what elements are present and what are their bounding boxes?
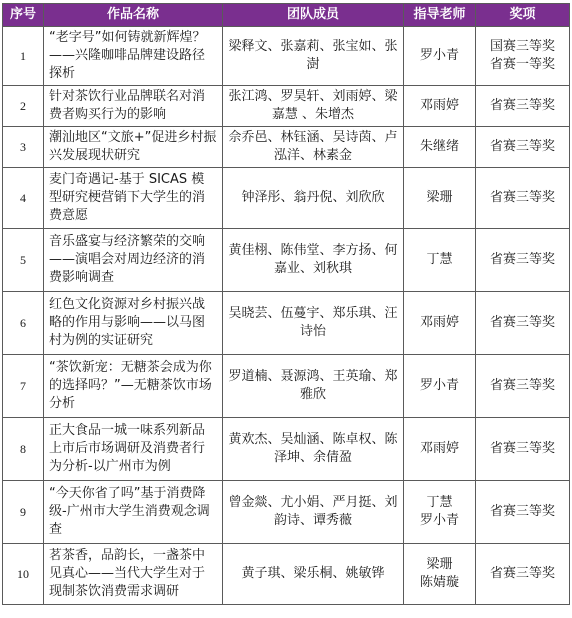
award-label: 省赛三等奖 bbox=[489, 441, 555, 456]
advisor-name: 罗小青 bbox=[419, 48, 459, 63]
table-row bbox=[3, 229, 570, 292]
cell-no: 6 bbox=[3, 292, 44, 355]
cell-no: 2 bbox=[3, 86, 44, 127]
advisor-name: 罗小青 bbox=[419, 513, 459, 528]
cell-title: 麦门奇遇记-基于 SICAS 模型研究梗营销下大学生的消费意愿 bbox=[44, 168, 223, 229]
advisor-name: 朱继绪 bbox=[419, 139, 459, 154]
table-row bbox=[3, 544, 570, 605]
award-label: 省赛三等奖 bbox=[489, 378, 555, 393]
advisor-name: 梁珊 bbox=[426, 190, 453, 205]
cell-no: 9 bbox=[3, 481, 44, 544]
cell-award bbox=[476, 229, 570, 292]
award-label: 国赛三等奖 bbox=[489, 39, 555, 54]
table-row bbox=[3, 127, 570, 168]
table-row bbox=[3, 355, 570, 418]
table-body bbox=[3, 27, 570, 605]
cell-advisor bbox=[404, 292, 476, 355]
cell-title: 音乐盛宴与经济繁荣的交响——演唱会对周边经济的消费影响调查 bbox=[44, 229, 223, 292]
cell-award bbox=[476, 355, 570, 418]
award-label: 省赛三等奖 bbox=[489, 315, 555, 330]
cell-no: 7 bbox=[3, 355, 44, 418]
cell-award bbox=[476, 27, 570, 86]
cell-no: 3 bbox=[3, 127, 44, 168]
cell-advisor bbox=[404, 127, 476, 168]
cell-award bbox=[476, 127, 570, 168]
cell-title: “茶饮新宠：无糖茶会成为你的选择吗？”—无糖茶饮市场分析 bbox=[44, 355, 223, 418]
cell-team: 佘乔邑、林钰涵、吴诗茵、卢泓洋、林素金 bbox=[223, 127, 404, 168]
table-row bbox=[3, 86, 570, 127]
awards-table-container bbox=[2, 3, 569, 605]
header-team: 团队成员 bbox=[223, 4, 404, 27]
award-label: 省赛三等奖 bbox=[489, 139, 555, 154]
cell-award bbox=[476, 418, 570, 481]
cell-team: 梁释文、张嘉莉、张宝如、张澍 bbox=[223, 27, 404, 86]
table-row bbox=[3, 168, 570, 229]
cell-advisor bbox=[404, 168, 476, 229]
cell-award bbox=[476, 86, 570, 127]
cell-title: 茗茶香，品韵长，一盏茶中见真心——当代大学生对于现制茶饮消费需求调研 bbox=[44, 544, 223, 605]
cell-advisor bbox=[404, 481, 476, 544]
cell-award bbox=[476, 168, 570, 229]
advisor-name: 邓雨婷 bbox=[419, 98, 459, 113]
header-title: 作品名称 bbox=[44, 4, 223, 27]
cell-advisor bbox=[404, 418, 476, 481]
advisor-name: 罗小青 bbox=[419, 378, 459, 393]
cell-no: 5 bbox=[3, 229, 44, 292]
cell-team: 曾金燚、尤小娟、严月挺、刘韵诗、谭秀薇 bbox=[223, 481, 404, 544]
advisor-name: 梁珊 bbox=[426, 557, 453, 572]
award-label: 省赛三等奖 bbox=[489, 566, 555, 581]
cell-advisor bbox=[404, 27, 476, 86]
table-row bbox=[3, 418, 570, 481]
cell-team: 钟泽彤、翁丹倪、刘欣欣 bbox=[223, 168, 404, 229]
award-label: 省赛三等奖 bbox=[489, 504, 555, 519]
cell-title: “今天你省了吗”基于消费降级-广州市大学生消费观念调查 bbox=[44, 481, 223, 544]
table-row bbox=[3, 481, 570, 544]
cell-no: 4 bbox=[3, 168, 44, 229]
awards-table bbox=[2, 3, 570, 605]
award-label: 省赛一等奖 bbox=[489, 57, 555, 72]
cell-team: 张江鸿、罗昊轩、刘雨婷、梁嘉慧 、朱增杰 bbox=[223, 86, 404, 127]
cell-award bbox=[476, 292, 570, 355]
advisor-name: 陈婧璇 bbox=[419, 575, 459, 590]
cell-team: 黄欢杰、吴灿涵、陈卓权、陈泽坤、余倩盈 bbox=[223, 418, 404, 481]
cell-title: “老字号”如何铸就新辉煌？——兴隆咖啡品牌建设路径探析 bbox=[44, 27, 223, 86]
cell-advisor bbox=[404, 86, 476, 127]
cell-team: 吴晓芸、伍蔓宇、郑乐琪、汪诗怡 bbox=[223, 292, 404, 355]
advisor-name: 邓雨婷 bbox=[419, 441, 459, 456]
cell-team: 黄子琪、梁乐桐、姚敏铧 bbox=[223, 544, 404, 605]
cell-award bbox=[476, 544, 570, 605]
cell-no: 1 bbox=[3, 27, 44, 86]
cell-title: 正大食品一城一味系列新品上市后市场调研及消费者行为分析-以广州市为例 bbox=[44, 418, 223, 481]
header-no: 序号 bbox=[3, 4, 44, 27]
cell-no: 8 bbox=[3, 418, 44, 481]
header-award: 奖项 bbox=[476, 4, 570, 27]
cell-advisor bbox=[404, 355, 476, 418]
cell-title: 针对茶饮行业品牌联名对消费者购买行为的影响 bbox=[44, 86, 223, 127]
advisor-name: 丁慧 bbox=[426, 252, 453, 267]
table-row bbox=[3, 27, 570, 86]
cell-advisor bbox=[404, 544, 476, 605]
award-label: 省赛三等奖 bbox=[489, 252, 555, 267]
advisor-name: 邓雨婷 bbox=[419, 315, 459, 330]
cell-award bbox=[476, 481, 570, 544]
award-label: 省赛三等奖 bbox=[489, 190, 555, 205]
cell-no: 10 bbox=[3, 544, 44, 605]
cell-title: 潮汕地区“文旅+”促进乡村振兴发展现状研究 bbox=[44, 127, 223, 168]
advisor-name: 丁慧 bbox=[426, 495, 453, 510]
table-row bbox=[3, 292, 570, 355]
cell-advisor bbox=[404, 229, 476, 292]
header-advisor: 指导老师 bbox=[404, 4, 476, 27]
award-label: 省赛三等奖 bbox=[489, 98, 555, 113]
header-row bbox=[3, 4, 570, 27]
cell-team: 罗道楠、聂源鸿、王英瑜、郑雅欣 bbox=[223, 355, 404, 418]
cell-title: 红色文化资源对乡村振兴战略的作用与影响——以马图村为例的实证研究 bbox=[44, 292, 223, 355]
cell-team: 黄佳栩、陈伟堂、李方扬、何嘉业、刘秋琪 bbox=[223, 229, 404, 292]
